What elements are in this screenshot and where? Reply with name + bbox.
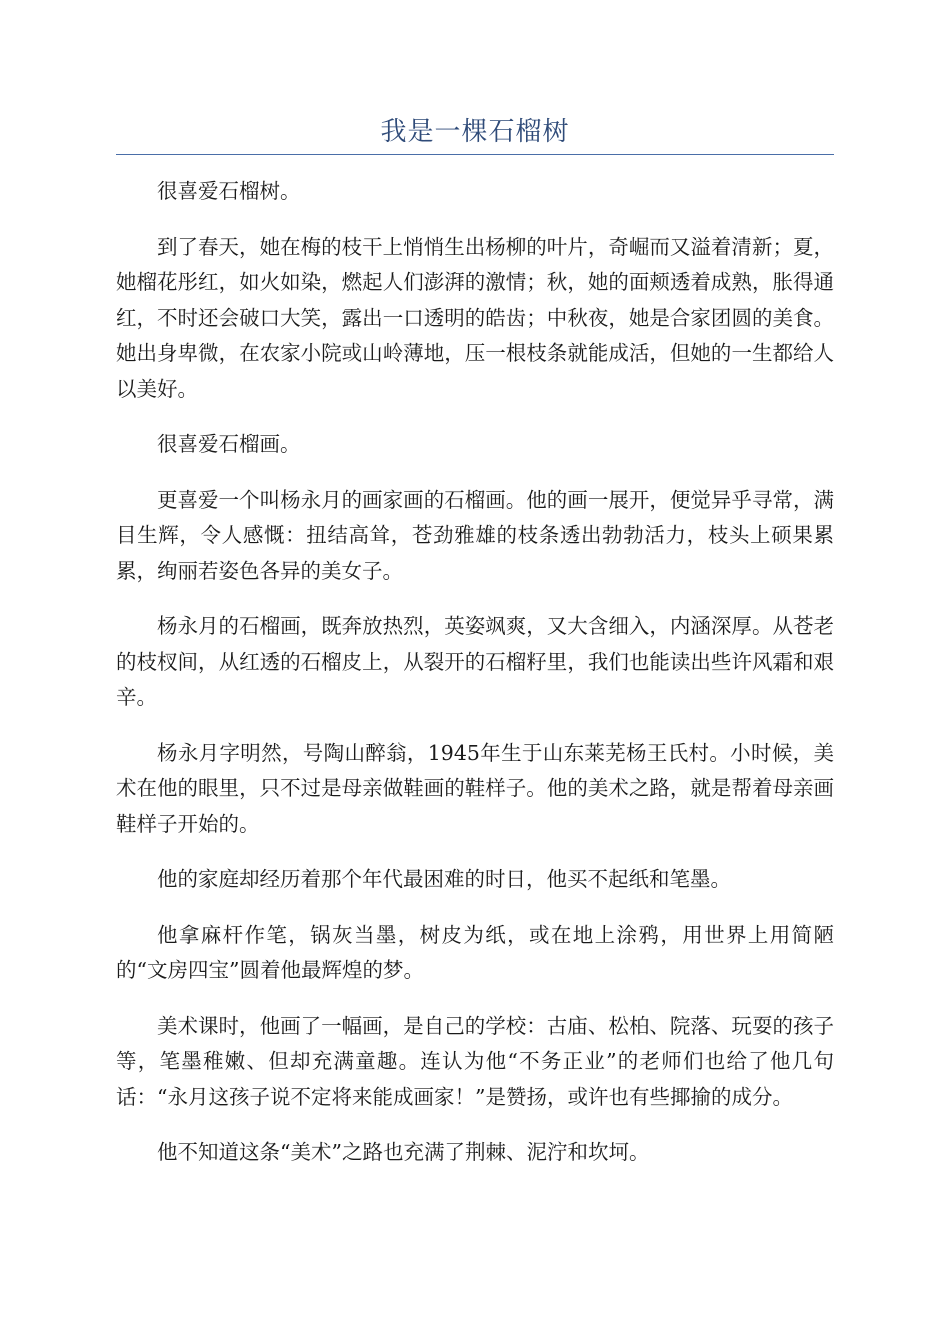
paragraph: 很喜爱石榴树。 bbox=[157, 179, 301, 203]
paragraph: 他拿麻杆作笔，锅灰当墨，树皮为纸，或在地上涂鸦，用世界上用简陋的“文房四宝”圆着他最辉煌的梦。 bbox=[116, 922, 834, 982]
document-body bbox=[116, 174, 834, 1191]
title-underline bbox=[116, 154, 834, 155]
paragraph: 他的家庭却经历着那个年代最困难的时日，他买不起纸和笔墨。 bbox=[157, 867, 731, 891]
paragraph: 美术课时，他画了一幅画，是自己的学校：古庙、松柏、院落、玩耍的孩子等，笔墨稚嫩、但却充满童趣。连认为他“不务正业”的老师们也给了他几句话：“永月这孩子说不定将来能成画家！”是赞扬，或许也有些揶揄的成分。 bbox=[116, 1013, 834, 1109]
paragraph: 很喜爱石榴画。 bbox=[157, 432, 301, 456]
paragraph: 到了春天，她在梅的枝干上悄悄生出杨柳的叶片，奇崛而又溢着清新；夏，她榴花彤红，如火如染，燃起人们澎湃的激情；秋，她的面颊透着成熟，胀得通红，不时还会破口大笑，露出一口透明的皓齿；中秋夜，她是合家团圆的美食。她出身卑微，在农家小院或山岭薄地，压一根枝条就能成活，但她的一生都给人以美好。 bbox=[116, 234, 834, 401]
paragraph: 更喜爱一个叫杨永月的画家画的石榴画。他的画一展开，便觉异乎寻常，满目生辉，令人感慨：扭结高耸，苍劲雅雄的枝条透出勃勃活力，枝头上硕果累累，绚丽若姿色各异的美女子。 bbox=[116, 487, 834, 583]
paragraph: 杨永月的石榴画，既奔放热烈，英姿飒爽，又大含细入，内涵深厚。从苍老的枝杈间，从红透的石榴皮上，从裂开的石榴籽里，我们也能读出些许风霜和艰辛。 bbox=[116, 614, 834, 709]
paragraph: 杨永月字明然，号陶山醉翁，1945年生于山东莱芜杨王氏村。小时候，美术在他的眼里，只不过是母亲做鞋画的鞋样子。他的美术之路，就是帮着母亲画鞋样子开始的。 bbox=[116, 740, 834, 836]
paragraph: 他不知道这条“美术”之路也充满了荆棘、泥泞和坎坷。 bbox=[157, 1140, 650, 1164]
document-title: 我是一棵石榴树 bbox=[380, 117, 570, 147]
